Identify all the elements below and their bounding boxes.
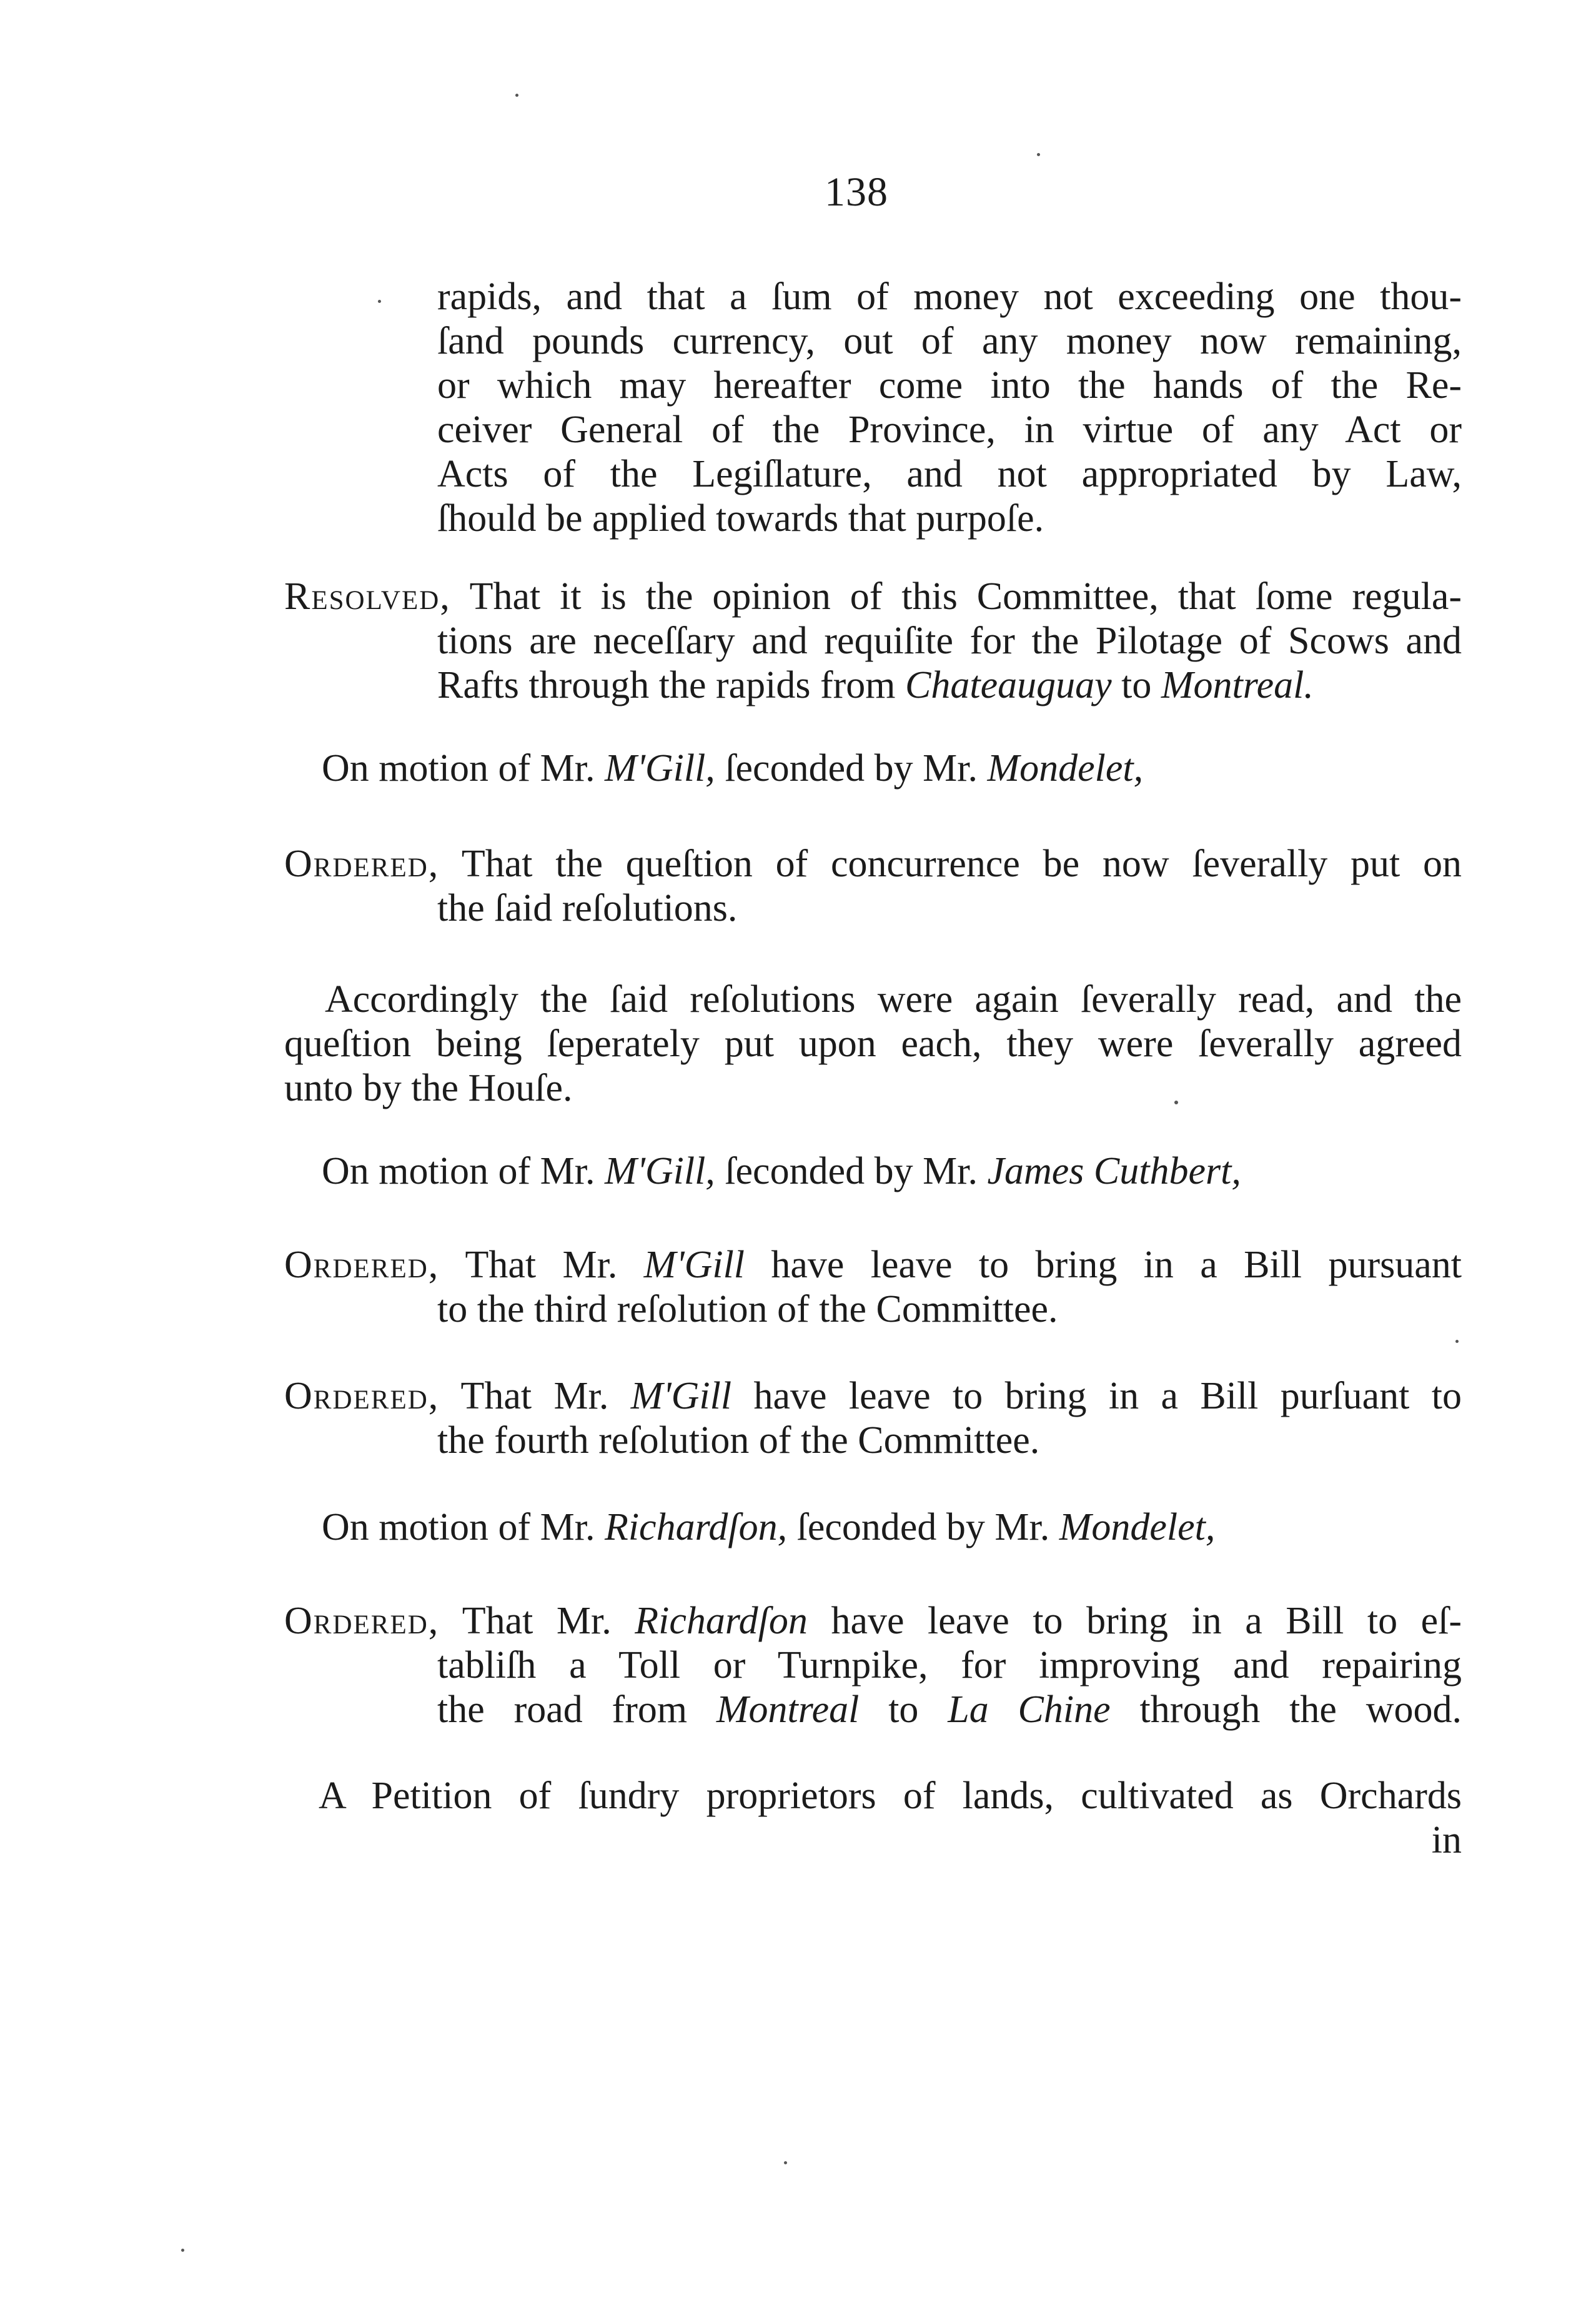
person-name: Richardſon, [604,1506,788,1548]
text-line: queſtion being ſeperately put upon each, they were ſeverally agreed [284,1023,1462,1065]
text-span: That the queſtion of concurrence be now ſeverally put on [461,843,1462,885]
scan-speck [1455,1340,1459,1343]
person-name: Mondelet, [1059,1506,1216,1548]
place-name: Montreal. [1161,664,1314,706]
page-number: 138 [825,169,888,215]
ordered-label: Ordered, [284,1375,440,1417]
text-span: That Mr. [460,1375,609,1417]
text-line [322,746,1446,791]
resolved-label: Resolved, [284,575,451,618]
text-span: On motion of Mr. [322,1150,595,1192]
text-line [284,1374,1462,1419]
text-span: ſeconded by Mr. [796,1506,1050,1548]
person-name: M'Gill, [604,747,715,790]
text-line [322,1149,1446,1194]
scan-speck [1174,1101,1178,1104]
text-span: That Mr. [462,1600,612,1642]
text-line: Accordingly the ſaid reſolutions were again ſeverally read, and the [325,978,1462,1021]
text-span: ſeconded by Mr. [725,747,978,790]
text-line [284,575,1462,619]
scan-speck [515,94,518,97]
text-span: have leave to bring in a Bill pursuant [771,1244,1462,1286]
person-name: M'Gill [643,1244,745,1286]
motion-paragraph [322,746,1446,791]
scan-speck [784,2161,787,2164]
person-name: James Cuthbert, [987,1150,1241,1192]
text-line: rapids, and that a ſum of money not exceeding one thou- [437,275,1462,318]
person-name: M'Gill, [604,1150,715,1192]
text-line: Acts of the Legiſlature, and not appropriated by Law, [437,453,1462,495]
text-line [437,1688,1462,1732]
text-span: through the wood. [1139,1688,1462,1731]
text-span: On motion of Mr. [322,1506,595,1548]
text-span: to [888,1688,919,1731]
scan-speck [181,2249,184,2252]
text-line [437,663,1462,708]
place-name: La Chine [948,1688,1111,1731]
text-span: the road from [437,1688,688,1731]
text-line: tabliſh a Toll or Turnpike, for improving and repairing [437,1644,1462,1686]
text-line: the ſaid reſolutions. [437,887,738,929]
place-name: Chateauguay [905,664,1112,706]
text-line [322,1505,1446,1550]
text-line [284,842,1462,886]
text-line: or which may hereafter come into the hands of the Re- [437,364,1462,407]
text-line: ſhould be applied towards that purpoſe. [437,497,1044,540]
ordered-continuation [437,1287,1462,1332]
text-span: On motion of Mr. [322,747,595,790]
ordered-continuation [437,886,1462,931]
ordered-paragraph [284,842,1462,886]
text-span: to [1121,664,1152,706]
accordingly-paragraph [284,978,1462,1111]
person-name: M'Gill [630,1375,732,1417]
ordered-continuation [437,1643,1462,1732]
text-line: to the third reſolution of the Committee. [437,1288,1058,1330]
text-span: have leave to bring in a Bill to eſ- [831,1600,1462,1642]
scan-speck [1037,153,1040,156]
ordered-paragraph [284,1374,1462,1419]
text-line [284,1243,1462,1287]
ordered-paragraph [284,1243,1462,1287]
text-line: unto by the Houſe. [284,1067,573,1109]
person-name: Richardſon [635,1600,808,1642]
text-line: the fourth reſolution of the Committee. [437,1419,1040,1462]
text-line: ceiver General of the Province, in virtue of any Act or [437,409,1462,451]
text-span: Rafts through the rapids from [437,664,896,706]
catchword: in [1431,1819,1462,1861]
ordered-continuation [437,1419,1462,1463]
text-span: ſeconded by Mr. [725,1150,978,1192]
text-line: ſand pounds currency, out of any money now remaining, [437,320,1462,362]
ordered-paragraph [284,1599,1462,1643]
scan-speck [378,300,381,303]
resolved-paragraph [284,575,1462,619]
text-span: have leave to bring in a Bill purſuant to [753,1375,1462,1417]
ordered-label: Ordered, [284,1244,440,1286]
resolved-continuation [437,619,1462,708]
text-span: That Mr. [465,1244,618,1286]
motion-paragraph [322,1149,1446,1194]
text-line: A Petition of ſundry proprietors of lands, cultivated as Orchards [319,1775,1462,1817]
place-name: Montreal [716,1688,860,1731]
person-name: Mondelet, [987,747,1144,790]
ordered-label: Ordered, [284,1600,440,1642]
text-line [284,1599,1462,1643]
motion-paragraph [322,1505,1446,1550]
paragraph-rapids [437,275,1462,541]
ordered-label: Ordered, [284,843,440,885]
text-line: tions are neceſſary and requiſite for the Pilotage of Scows and [437,620,1462,662]
petition-paragraph [319,1774,1462,1863]
resolved-text: That it is the opinion of this Committee, that ſome regula- [469,575,1462,618]
